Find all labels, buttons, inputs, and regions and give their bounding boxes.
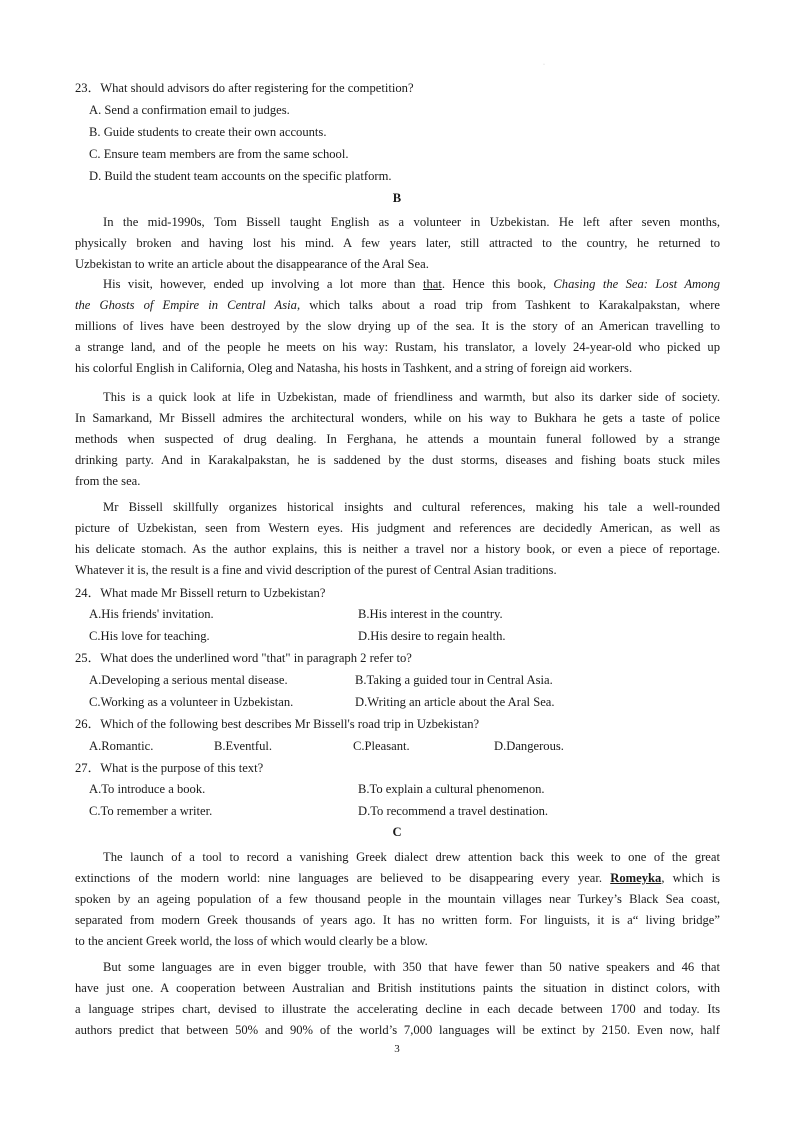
- question-24-option-b[interactable]: B.His interest in the country.: [358, 607, 503, 621]
- b-p4-line: Mr Bissell skillfully organizes historical insights and cultural references, making his tale a well-rounded: [103, 500, 720, 514]
- c-p2-line: a language stripes chart, devised to illustrate the accelerating decline in each decade between 1700 and today. Its: [75, 1002, 720, 1016]
- question-23-option-a[interactable]: A. Send a confirmation email to judges.: [89, 103, 290, 117]
- b-p3-line: This is a quick look at life in Uzbekistan, made of friendliness and warmth, but also its darker side of society.: [103, 390, 720, 404]
- b-p4-line: picture of Uzbekistan, seen from Western eyes. His judgment and references are decidedly American, as well as: [75, 521, 720, 535]
- question-27-option-a[interactable]: A.To introduce a book.: [89, 782, 206, 796]
- section-b-heading: B: [392, 191, 402, 205]
- b-p1-line: Uzbekistan to write an article about the disappearance of the Aral Sea.: [75, 257, 429, 271]
- question-25-stem: 25．What does the underlined word "that" in paragraph 2 refer to?: [75, 651, 412, 665]
- question-27-stem: 27．What is the purpose of this text?: [75, 761, 264, 775]
- c-p2-line: have just one. A cooperation between Australian and British institutions paints the situation in distinct colors, with: [75, 981, 720, 995]
- question-27-option-c[interactable]: C.To remember a writer.: [89, 804, 213, 818]
- b-p4-line: Whatever it is, the result is a fine and vivid description of the purest of Central Asian traditions.: [75, 563, 557, 577]
- question-23-stem: 23．What should advisors do after registering for the competition?: [75, 81, 414, 95]
- question-26-option-b[interactable]: B.Eventful.: [214, 739, 273, 753]
- question-24-option-c[interactable]: C.His love for teaching.: [89, 629, 210, 643]
- question-24-option-a[interactable]: A.His friends' invitation.: [89, 607, 214, 621]
- underlined-word-that: that: [422, 277, 442, 291]
- book-title: Chasing the Sea: Lost Among: [553, 277, 721, 291]
- b-p2-line: millions of lives have been destroyed by the slow drying up of the sea. It is the story of an American travelling to: [75, 319, 720, 333]
- keyword-romeyka: Romeyka: [610, 871, 662, 885]
- b-p2-line: the Ghosts of Empire in Central Asia, which talks about a road trip from Tashkent to Karakalpakstan, where: [75, 298, 720, 312]
- question-26-option-a[interactable]: A.Romantic.: [89, 739, 154, 753]
- b-p3-line: In Samarkand, Mr Bissell admires the architectural wonders, while on his way to Bukhara he gets a taste of police: [75, 411, 720, 425]
- page-number: 3: [394, 1043, 400, 1055]
- question-23-option-b[interactable]: B. Guide students to create their own accounts.: [89, 125, 327, 139]
- b-p2-line: a strange land, and of the people he meets on his way: Rustam, his translator, a lovely 24-year-old who picked up: [75, 340, 720, 354]
- b-p1-line: In the mid-1990s, Tom Bissell taught English as a volunteer in Uzbekistan. He left after seven months,: [103, 215, 720, 229]
- c-p1-line: to the ancient Greek world, the loss of which would clearly be a blow.: [75, 934, 428, 948]
- question-26-stem: 26．Which of the following best describes Mr Bissell's road trip in Uzbekistan?: [75, 717, 480, 731]
- b-p3-line: from the sea.: [75, 474, 141, 488]
- question-24-stem: 24．What made Mr Bissell return to Uzbekistan?: [75, 586, 326, 600]
- c-p1-line: extinctions of the modern world: nine languages are believed to be disappearing every year. Romeyka, which is: [75, 871, 721, 885]
- question-25-option-d[interactable]: D.Writing an article about the Aral Sea.: [355, 695, 555, 709]
- question-26-option-d[interactable]: D.Dangerous.: [494, 739, 564, 753]
- question-26-option-c[interactable]: C.Pleasant.: [353, 739, 410, 753]
- b-p1-line: physically broken and having lost his mind. A few years later, still attracted to the country, he returned to: [75, 236, 720, 250]
- question-27-option-d[interactable]: D.To recommend a travel destination.: [358, 804, 549, 818]
- b-p2-line: his colorful English in California, Oleg and Natasha, his hosts in Tashkent, and a string of foreign aid workers.: [75, 361, 633, 375]
- c-p2-line: But some languages are in even bigger trouble, with 350 that have fewer than 50 native speakers and 46 that: [103, 960, 720, 974]
- question-25-option-c[interactable]: C.Working as a volunteer in Uzbekistan.: [89, 695, 294, 709]
- question-27-option-b[interactable]: B.To explain a cultural phenomenon.: [358, 782, 545, 796]
- b-p4-line: his delicate stomach. As the author explains, this is neither a travel nor a history book, or even a piece of reportage.: [75, 542, 720, 556]
- b-p3-line: drinking party. And in Karakalpakstan, he is saddened by the dust storms, diseases and fishing boats stuck miles: [75, 453, 720, 467]
- scan-mark: ·: [543, 62, 545, 68]
- c-p1-line: The launch of a tool to record a vanishing Greek dialect drew attention back this week to one of the great: [103, 850, 720, 864]
- question-24-option-d[interactable]: D.His desire to regain health.: [358, 629, 506, 643]
- question-25-option-a[interactable]: A.Developing a serious mental disease.: [89, 673, 288, 687]
- book-title: the Ghosts of Empire in Central Asia: [75, 298, 297, 312]
- question-23-option-d[interactable]: D. Build the student team accounts on the specific platform.: [89, 169, 392, 183]
- question-25-option-b[interactable]: B.Taking a guided tour in Central Asia.: [355, 673, 553, 687]
- c-p1-line: spoken by an ageing population of a few thousand people in the mountain villages near Turkey’s Black Sea coast,: [75, 892, 720, 906]
- question-23-option-c[interactable]: C. Ensure team members are from the same school.: [89, 147, 349, 161]
- c-p1-line: separated from modern Greek thousands of years ago. It has no written form. For linguists, it is a“ living bridge”: [75, 913, 720, 927]
- section-c-heading: C: [392, 825, 402, 839]
- b-p3-line: methods when suspected of drug dealing. In Ferghana, he attends a mountain funeral followed by a strange: [75, 432, 720, 446]
- c-p2-line: authors predict that between 50% and 90% of the world’s 7,000 languages will be extinct by 2150. Even now, half: [75, 1023, 720, 1037]
- b-p2-line: His visit, however, ended up involving a lot more than that. Hence this book, Chasing the Sea: Lost Among: [103, 277, 721, 291]
